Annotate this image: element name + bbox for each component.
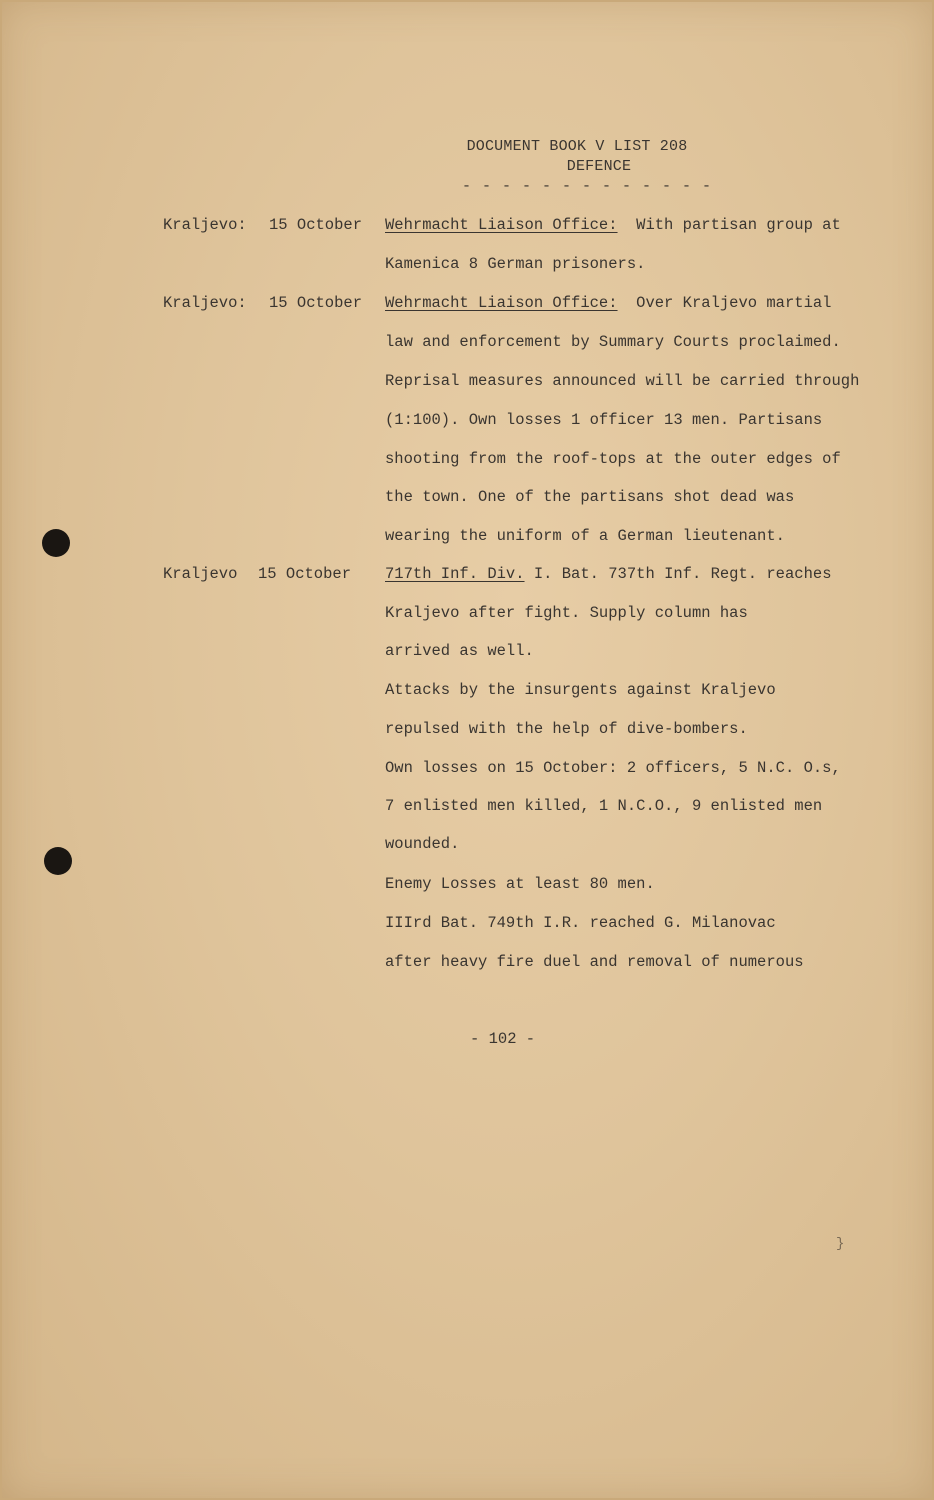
entry-3-line-2: Kraljevo after fight. Supply column has	[385, 604, 748, 622]
page-number: - 102 -	[470, 1030, 536, 1048]
entry-3-line-5: repulsed with the help of dive-bombers.	[385, 720, 748, 738]
entry-2-line-3: Reprisal measures announced will be carried through	[385, 372, 860, 390]
entry-2-line-4: (1:100). Own losses 1 officer 13 men. Partisans	[385, 411, 823, 429]
entry-1-place: Kraljevo:	[163, 216, 247, 234]
entry-3-text: I. Bat. 737th Inf. Regt. reaches	[533, 565, 832, 583]
entry-3-date: 15 October	[258, 565, 352, 583]
entry-2-heading: Wehrmacht Liaison Office:	[385, 294, 618, 312]
entry-3-line-6: Own losses on 15 October: 2 officers, 5 N.C. O.s,	[385, 759, 841, 777]
entry-1-text: With partisan group at	[636, 216, 841, 234]
punch-hole	[44, 847, 72, 875]
entry-1-date: 15 October	[269, 216, 363, 234]
entry-2-line-2: law and enforcement by Summary Courts proclaimed.	[385, 333, 841, 351]
entry-3-place: Kraljevo	[163, 565, 238, 583]
entry-3-heading: 717th Inf. Div.	[385, 565, 525, 583]
entry-2-line-6: the town. One of the partisans shot dead was	[385, 488, 795, 506]
entry-3-line-3: arrived as well.	[385, 642, 534, 660]
entry-3-line-10: IIIrd Bat. 749th I.R. reached G. Milanovac	[385, 914, 776, 932]
punch-hole	[42, 529, 70, 557]
document-title: DOCUMENT BOOK V LIST 208	[466, 138, 688, 155]
entry-3-line-8: wounded.	[385, 835, 460, 853]
entry-2-line-1	[385, 294, 832, 312]
entry-3-line-7: 7 enlisted men killed, 1 N.C.O., 9 enlisted men	[385, 797, 823, 815]
entry-3-line-4: Attacks by the insurgents against Kraljevo	[385, 681, 776, 699]
margin-mark: }	[836, 1236, 845, 1252]
entry-1-line-2: Kamenica 8 German prisoners.	[385, 255, 646, 273]
entry-2-place: Kraljevo:	[163, 294, 247, 312]
entry-3-line-11: after heavy fire duel and removal of numerous	[385, 953, 804, 971]
document-subtitle: DEFENCE	[566, 158, 632, 175]
entry-1-line-1	[385, 216, 841, 234]
entry-2-line-7: wearing the uniform of a German lieutenant.	[385, 527, 785, 545]
entry-1-heading: Wehrmacht Liaison Office:	[385, 216, 618, 234]
entry-3-line-9: Enemy Losses at least 80 men.	[385, 875, 655, 893]
entry-3-line-1	[385, 565, 832, 583]
header-rule: - - - - - - - - - - - - -	[462, 178, 713, 195]
entry-2-date: 15 October	[269, 294, 363, 312]
entry-2-text: Over Kraljevo martial	[636, 294, 832, 312]
entry-2-line-5: shooting from the roof-tops at the outer edges of	[385, 450, 841, 468]
